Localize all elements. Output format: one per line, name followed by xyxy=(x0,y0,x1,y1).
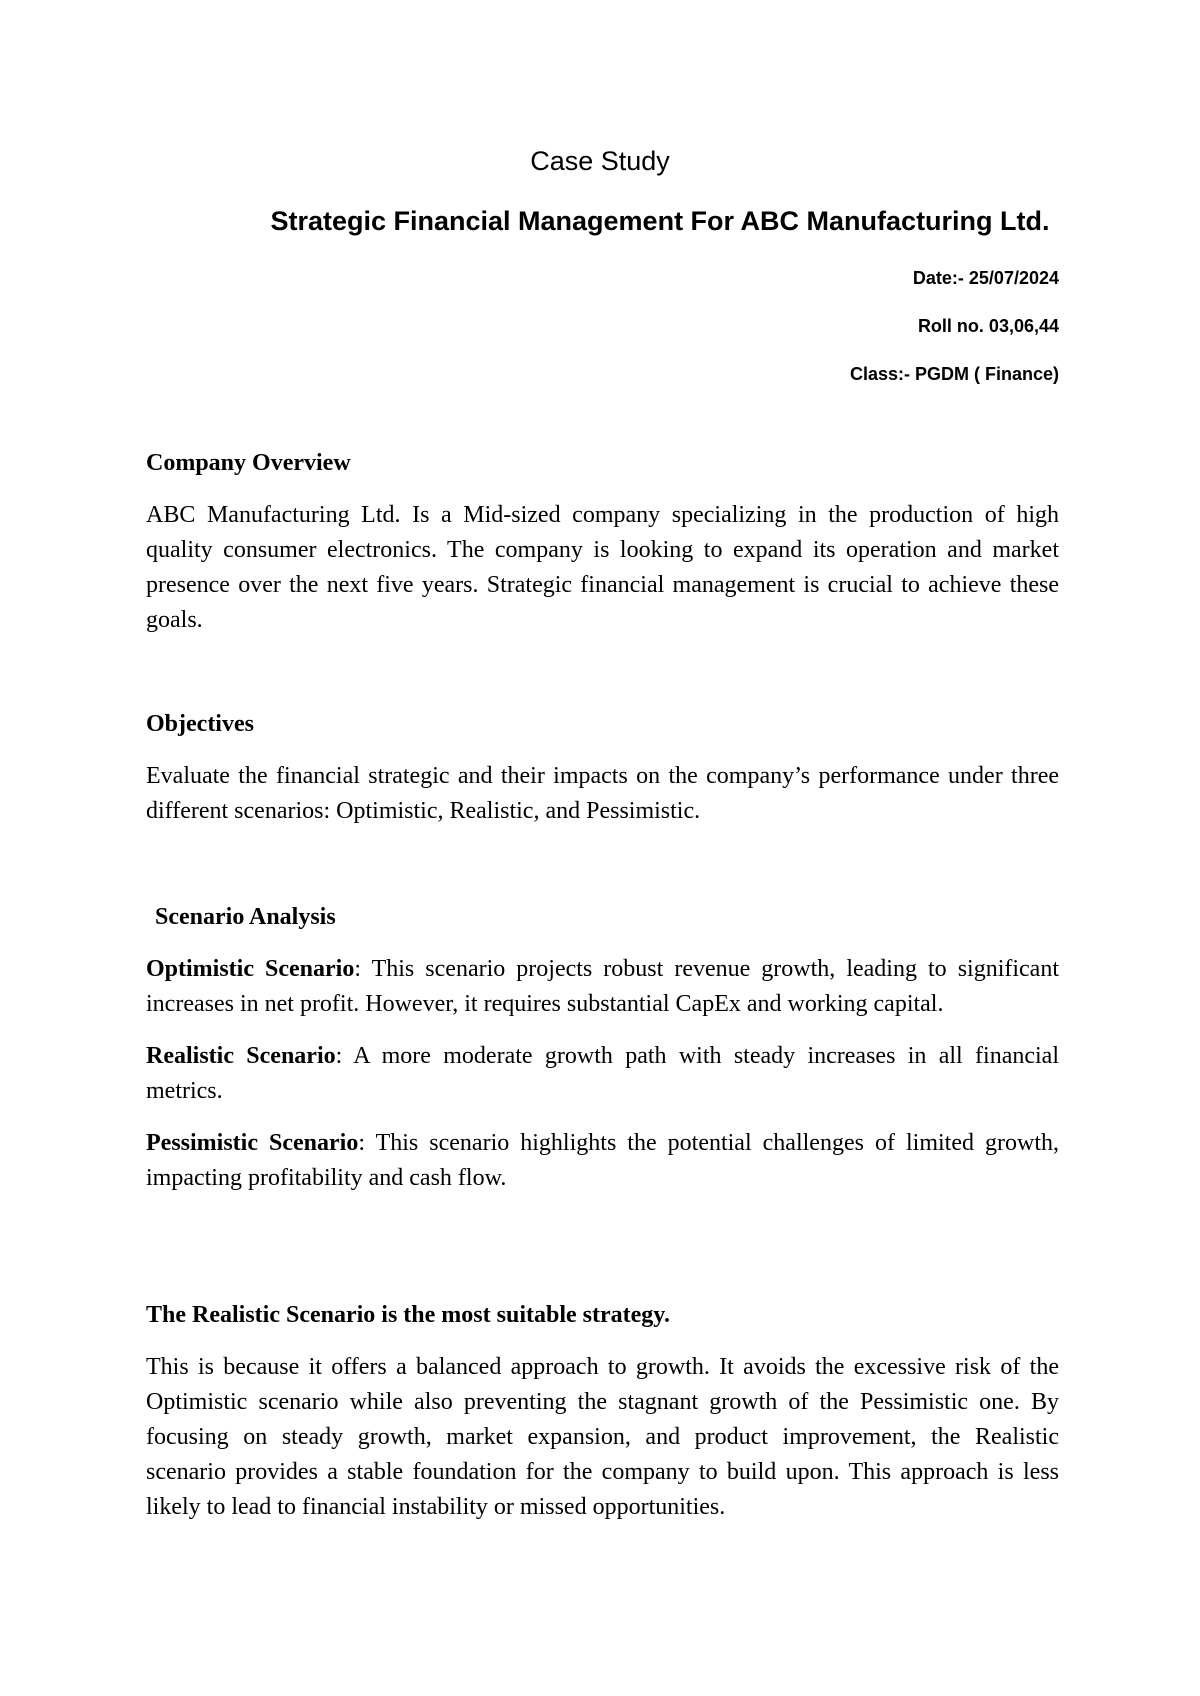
conclusion-section xyxy=(146,1298,1059,1525)
section-heading: The Realistic Scenario is the most suitable strategy. xyxy=(146,1302,670,1328)
document-subtitle: Strategic Financial Management For ABC Manufacturing Ltd. xyxy=(270,206,1050,236)
scenario-text: : This scenario projects robust revenue growth, leading to significant increases in net profit. However, it requires substantial CapEx and working capital. xyxy=(146,956,1060,1017)
scenario-text: : This scenario highlights the potential challenges of limited growth, impacting profitability and cash flow. xyxy=(146,1130,1059,1191)
class-line: Class:- PGDM ( Finance) xyxy=(849,364,1059,384)
date-line: Date:- 25/07/2024 xyxy=(912,268,1059,288)
section-paragraph: ABC Manufacturing Ltd. Is a Mid-sized company specializing in the production of high quality consumer electronics. The company is looking to expand its operation and market presence over the next five years. Strategic financial management is crucial to achieve these goals. xyxy=(146,502,1059,633)
scenario-analysis-section xyxy=(146,900,1059,1196)
document-title: Case Study xyxy=(530,146,670,176)
company-overview-section xyxy=(146,446,1059,638)
section-paragraph: Evaluate the financial strategic and their impacts on the company’s performance under three different scenarios: Optimistic, Realistic, and Pessimistic. xyxy=(146,763,1059,824)
scenario-label: Optimistic Scenario xyxy=(146,956,355,982)
scenario-label: Pessimistic Scenario xyxy=(146,1130,359,1156)
realistic-scenario-paragraph xyxy=(146,1039,1059,1109)
section-paragraph: This is because it offers a balanced approach to growth. It avoids the excessive risk of the Optimistic scenario while also preventing the stagnant growth of the Pessimistic one. By focusing on steady growth, market expansion, and product improvement, the Realistic scenario provides a stable foundation for the company to build upon. This approach is less likely to lead to financial instability or missed opportunities. xyxy=(146,1354,1059,1520)
section-heading: Objectives xyxy=(146,711,254,737)
roll-number-line: Roll no. 03,06,44 xyxy=(917,316,1059,336)
scenario-label: Realistic Scenario xyxy=(146,1043,336,1069)
optimistic-scenario-paragraph xyxy=(146,952,1059,1022)
objectives-section xyxy=(146,707,1059,829)
scenario-text: : A more moderate growth path with steady increases in all financial metrics. xyxy=(146,1043,1059,1104)
section-heading: Scenario Analysis xyxy=(155,904,336,930)
section-heading: Company Overview xyxy=(146,450,351,476)
pessimistic-scenario-paragraph xyxy=(146,1126,1059,1196)
